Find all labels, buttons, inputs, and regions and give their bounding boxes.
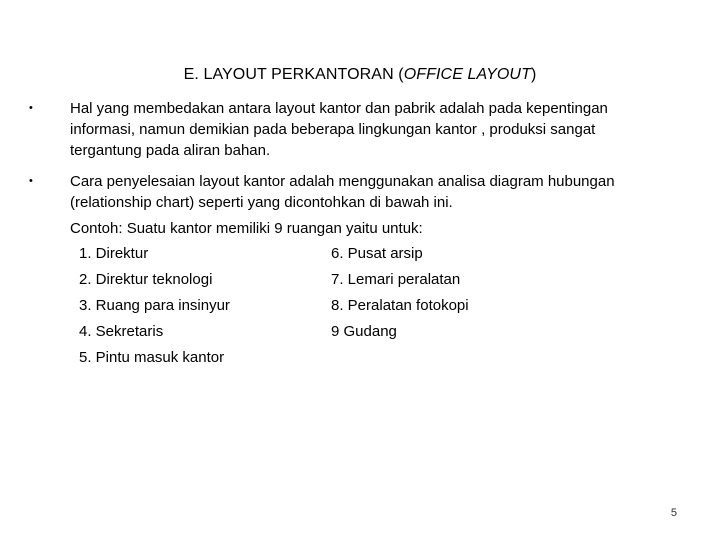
room-list-item: 8. Peralatan fotokopi xyxy=(331,297,469,314)
bullet-item xyxy=(70,171,670,213)
bullet-line: tergantung pada aliran bahan. xyxy=(70,142,271,159)
bullet-marker: • xyxy=(29,175,33,187)
bullet-line: Cara penyelesaian layout kantor adalah menggunakan analisa diagram hubungan xyxy=(70,173,615,190)
example-intro: Contoh: Suatu kantor memiliki 9 ruangan yaitu untuk: xyxy=(70,220,423,237)
room-list-item: 5. Pintu masuk kantor xyxy=(79,349,225,366)
bullet-item xyxy=(70,98,670,161)
title-italic-text: OFFICE LAYOUT xyxy=(403,66,531,83)
room-list-item: 6. Pusat arsip xyxy=(331,245,423,262)
bullet-marker: • xyxy=(29,102,33,114)
title-text: E. LAYOUT PERKANTORAN ( xyxy=(183,66,404,83)
room-list-item: 9 Gudang xyxy=(331,323,397,340)
title-close-paren: ) xyxy=(530,66,537,83)
room-list-item: 7. Lemari peralatan xyxy=(331,271,461,288)
room-list-item: 4. Sekretaris xyxy=(79,323,164,340)
room-list-item: 2. Direktur teknologi xyxy=(79,271,213,288)
page-number: 5 xyxy=(670,507,677,519)
room-list-item: 1. Direktur xyxy=(79,245,149,262)
bullet-line: informasi, namun demikian pada beberapa lingkungan kantor , produksi sangat xyxy=(70,121,596,138)
bullet-line: (relationship chart) seperti yang dicontohkan di bawah ini. xyxy=(70,194,453,211)
room-list-item: 3. Ruang para insinyur xyxy=(79,297,230,314)
slide-title xyxy=(0,64,720,86)
bullet-line: Hal yang membedakan antara layout kantor dan pabrik adalah pada kepentingan xyxy=(70,100,608,117)
